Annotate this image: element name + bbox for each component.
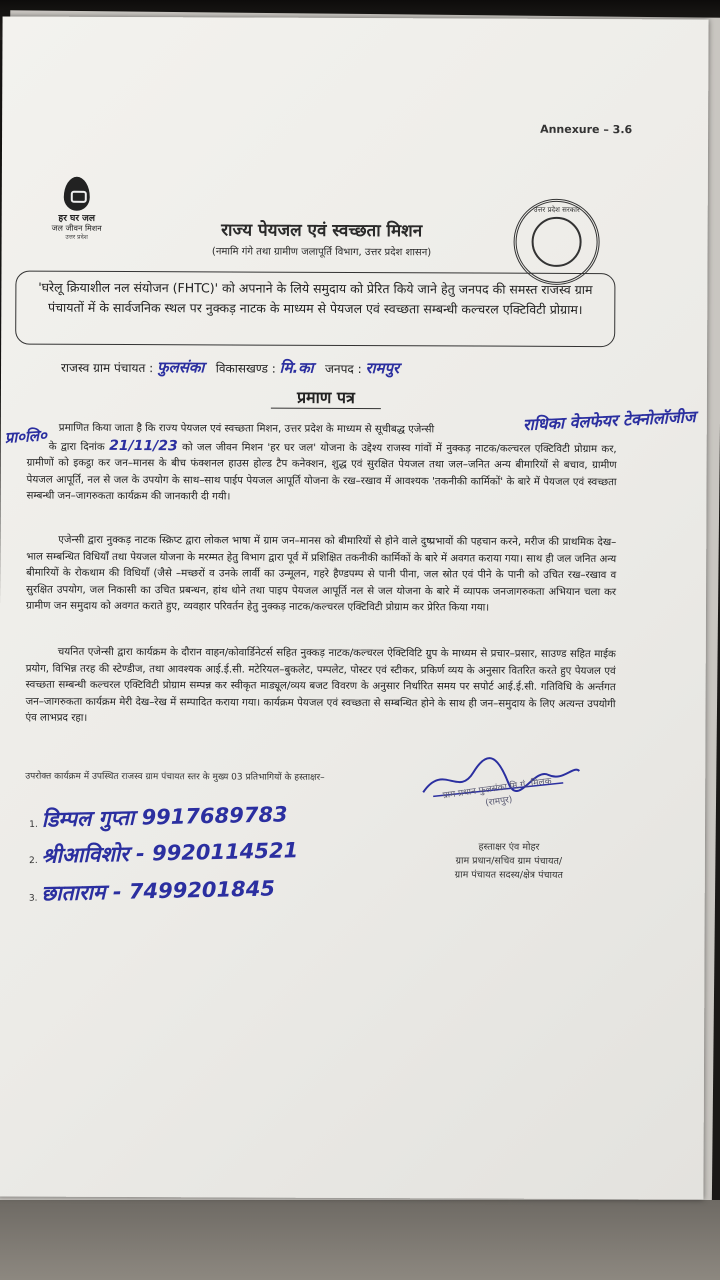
block-label: विकासखण्ड : [215,361,276,376]
participant-3-text: छाताराम - 7499201845 [41,876,276,906]
paragraph-1-part-a: प्रमाणित किया जाता है कि राज्य पेयजल एवं स्वच्छता मिशन, उत्तर प्रदेश के माध्यम से सूचीबद्ध एजेन्सी [58,422,435,436]
panchayat-label: राजस्व ग्राम पंचायत : [61,360,154,376]
sign-label-3: ग्राम पंचायत सदस्य/क्षेत्र पंचायत [454,869,563,881]
participant-2-text: श्रीआविशोर - 9920114521 [41,838,299,868]
logo-line-3: उत्तर प्रदेश [65,233,88,241]
certificate-title: प्रमाण पत्र [271,386,381,409]
paragraph-1-part-c: को जल जीवन मिशन 'हर घर जल' योजना के उद्देश्य राजस्व गांवों में नुक्कड़ नाटक/कल्चरल एक्टिविटी प्रोग्राम कर, ग्रामीणों को इकट्ठा कर जन–मानस के बीच फंक्शनल हाउस होल्ड टैप कनेक्शन, शुद्ध एवं सुरक्षित पेयजल तथा जल–जनित अन्य बीमारियों से बचाव, ग्रामीण पेयजल आपूर्ति, नल से जल के उपयोग के साथ–साथ पाईप पेयजल आपूर्ति योजना के रख–रखाव में आवश्यक 'तकनीकी कार्मिकों' के बारे में पेयजल एवं स्वच्छता सम्बन्धी जन–जागरुकता कार्यक्रम की जानकारी दी गयी। [26,441,617,503]
program-description-box: 'घरेलू क्रियाशील नल संयोजन (FHTC)' को अपनाने के लिये समुदाय को प्रेरित किये जाने हेतु जनपद की समस्त राजस्व ग्राम पंचायतों में के सार्वजनिक स्थल पर नुक्कड़ नाटक के माध्यम से पेयजल एवं स्वच्छता सम्बन्धी कल्चरल एक्टिविटी प्रोग्राम। [15,271,615,348]
sign-label-2: ग्राम प्रधान/सचिव ग्राम पंचायत/ [455,855,563,867]
paragraph-1-part-b: के द्वारा दिनांक [48,441,105,453]
block-value: मि.का [279,358,314,377]
district-value: रामपुर [365,359,400,378]
document-page [0,16,709,1199]
annexure-label: Annexure – 3.6 [540,122,633,137]
gram-pradhan-stamp: ग्राम प्रधान फुलसंका मि.गं. मिलक (रामपुर) [442,776,553,809]
paragraph-2-text: एजेन्सी द्वारा नुक्कड़ नाटक स्क्रिप्ट द्वारा लोकल भाषा में ग्राम जन–मानस को बीमारियों से होने वाले दुष्प्रभावों की पहचान करने, मरीज की प्राथमिक देख–भाल सम्बन्धित विधियाँ तथा पेयजल योजना के मरम्मत हेतु विभाग द्वारा पूर्व में प्रशिक्षित तकनीकी कार्मिकों के बारे में अवगत कराया गया। साथ ही जल जनित अन्य बीमारियों के रोकथाम की विधियाँ (जैसे –मच्छरों व उनके लार्वी का उन्मूलन, गहरे हैण्डपम्प से पानी पीना, जल स्रोत एवं पीने के पानी को उचित रख–रखाव व सुरक्षित उपयोग, जल निकासी का उचित प्रबन्धन, हांथ धोने तथा पाइप पेयजल आपूर्ति नल से जल योजना के बारे में व्यापक जनजागरुकता अभियान चला कर ग्रामीण जन समुदाय को अवगत कराते हुए, व्यवहार परिवर्तन हेतु नुक्कड़ नाटक/कल्चरल एक्टिविटी प्रोग्राम कर प्रेरित किया गया। [25,534,617,614]
participant-1-number: 1. [29,819,38,830]
paragraph-3-text: चयनित एजेन्सी द्वारा कार्यक्रम के दौरान वाहन/कोवार्डिनेटर्स सहित नुक्कड़ नाटक/कल्चरल ऐक्टिविटि ग्रुप के माध्यम से प्रचार–प्रसार, साउण्ड सहित माईक प्रयोग, विभिन्न तरह की स्टेण्डीज, तथा आवश्यक आई.ई.सी. मटेरियल–बुकलेट, पम्पलेट, पोस्टर एवं स्टीकर, प्रकिर्ण व्यय के अनुसार वितरित करते हुए पेयजल एवं स्वच्छता सम्बन्धी कल्चरल एक्टिविटी प्रोग्राम सम्पन्न कर स्वीकृत माड्यूल/व्यय बजट विवरण के अनुसार निर्धारित समय पर सपोर्ट आई.ई.सी. गतिविधि के अर्न्तगत जन–जागरुकता कार्यक्रम मेरी देख–रेख में सम्पादित कराया गया। कार्यक्रम पेयजल एवं स्वच्छता से सम्बन्धित होने के साथ ही जन–समुदाय के लिए अत्यन्त उपयोगी एंव लाभप्रद रहा। [25,646,616,725]
participant-2 [29,836,299,870]
participant-3-number: 3. [28,893,38,904]
district-label: जनपद : [324,361,362,377]
participant-1-text: डिम्पल गुप्ता 9917689783 [41,802,288,832]
panchayat-value: फुलसंका [156,358,205,377]
seal-emblem-icon [531,217,581,267]
participant-2-number: 2. [28,855,38,867]
water-drop-tap-icon [64,177,90,211]
participant-1 [29,800,288,834]
location-line [61,357,681,380]
margin-handwritten-note: प्रा०लि० [4,426,48,447]
logo-line-2: जल जीवन मिशन [51,223,102,233]
sign-label-1: हस्ताक्षर एंव मोहर [478,841,540,853]
seal-text: उत्तर प्रदेश सरकार [533,205,580,214]
logo-line-1: हर घर जल [58,213,95,224]
background-floor [0,1200,720,1280]
agency-name-handwritten: राधिका वेलफेयर टेक्नोलॉजीज [522,406,697,435]
participant-3 [28,874,275,907]
participants-note: उपरोक्त कार्यक्रम में उपस्थित राजस्व ग्राम पंचायत स्तर के मुख्य 03 प्रतिभागियों के हस्ताक्षर– [25,771,325,783]
har-ghar-jal-logo [32,177,122,241]
program-date-handwritten: 21/11/23 [109,437,178,454]
signature-labels [409,840,609,883]
mission-subtitle: (नमामि गंगे तथा ग्रामीण जलापूर्ति विभाग, उत्तर प्रदेश शासन) [211,246,432,259]
mission-title: राज्य पेयजल एवं स्वच्छता मिशन [221,220,423,242]
paragraph-3 [25,645,615,731]
paragraph-1 [26,421,616,509]
paragraph-2 [26,533,616,619]
